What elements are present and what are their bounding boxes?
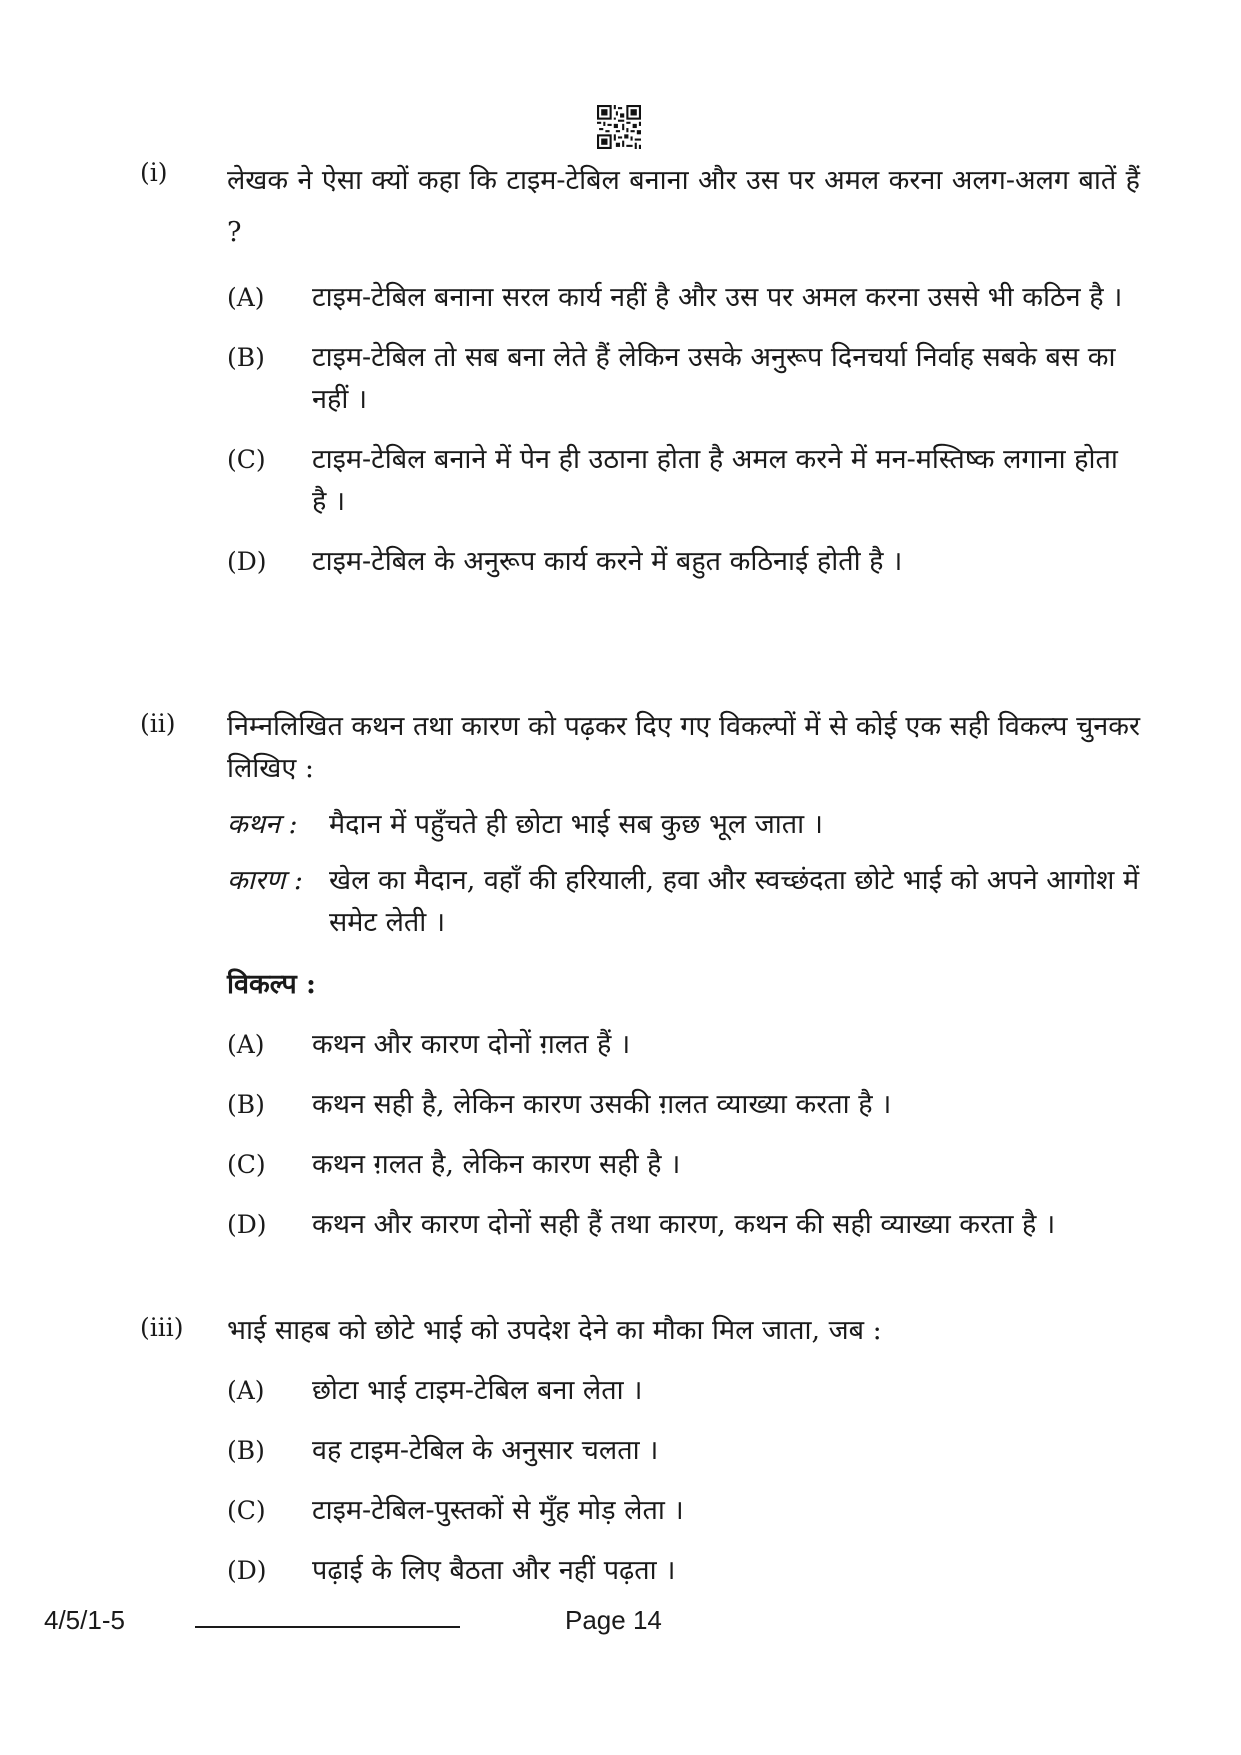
option-label: (A) xyxy=(227,283,265,312)
option-label: (B) xyxy=(227,343,265,372)
karan-text: खेल का मैदान, वहाँ की हरियाली, हवा और स्वच्छंदता छोटे भाई को अपने आगोश में समेट लेती । xyxy=(329,865,1140,938)
question-i xyxy=(140,155,1140,583)
option-label: (A) xyxy=(227,1376,265,1405)
option-b xyxy=(227,1084,1140,1126)
options-list xyxy=(227,277,1140,583)
statement-karan xyxy=(227,860,1140,944)
option-b xyxy=(227,337,1140,421)
qr-code-icon xyxy=(597,105,641,149)
statement-kathan xyxy=(227,804,1140,846)
option-label: (C) xyxy=(227,445,266,474)
options-list xyxy=(227,1370,1140,1592)
option-text: टाइम-टेबिल बनाना सरल कार्य नहीं है और उस पर अमल करना उससे भी कठिन है । xyxy=(312,282,1123,313)
option-label: (D) xyxy=(227,1210,267,1239)
question-number: (iii) xyxy=(140,1313,184,1342)
option-label: (D) xyxy=(227,547,267,576)
question-text: लेखक ने ऐसा क्यों कहा कि टाइम-टेबिल बनाना और उस पर अमल करना अलग-अलग बातें हैं ? xyxy=(227,165,1140,248)
option-a xyxy=(227,1370,1140,1412)
option-text: टाइम-टेबिल-पुस्तकों से मुँह मोड़ लेता । xyxy=(312,1495,684,1526)
option-label: (C) xyxy=(227,1150,266,1179)
option-text: पढ़ाई के लिए बैठता और नहीं पढ़ता । xyxy=(312,1555,676,1586)
option-text: कथन सही है, लेकिन कारण उसकी ग़लत व्याख्या करता है । xyxy=(312,1089,892,1120)
option-label: (A) xyxy=(227,1030,265,1059)
page-number: Page 14 xyxy=(565,1605,662,1635)
question-ii xyxy=(140,706,1140,1246)
option-label: (B) xyxy=(227,1436,265,1465)
option-text: छोटा भाई टाइम-टेबिल बना लेता । xyxy=(312,1375,643,1406)
paper-code: 4/5/1-5 xyxy=(44,1605,125,1635)
question-text: भाई साहब को छोटे भाई को उपदेश देने का मौका मिल जाता, जब : xyxy=(227,1315,882,1346)
karan-label: कारण : xyxy=(227,865,303,896)
kathan-text: मैदान में पहुँचते ही छोटा भाई सब कुछ भूल जाता । xyxy=(329,809,823,840)
option-text: टाइम-टेबिल तो सब बना लेते हैं लेकिन उसके अनुरूप दिनचर्या निर्वाह सबके बस का नहीं । xyxy=(312,342,1116,415)
option-d xyxy=(227,1550,1140,1592)
kathan-label: कथन : xyxy=(227,809,298,840)
option-text: टाइम-टेबिल बनाने में पेन ही उठाना होता है अमल करने में मन-मस्तिष्क लगाना होता है । xyxy=(312,444,1118,517)
option-text: वह टाइम-टेबिल के अनुसार चलता । xyxy=(312,1435,659,1466)
option-a xyxy=(227,277,1140,319)
options-list xyxy=(227,1024,1140,1246)
option-c xyxy=(227,439,1140,523)
question-number: (i) xyxy=(140,158,168,187)
option-label: (C) xyxy=(227,1496,266,1525)
option-d xyxy=(227,541,1140,583)
question-text: निम्नलिखित कथन तथा कारण को पढ़कर दिए गए विकल्पों में से कोई एक सही विकल्प चुनकर लिखिए : xyxy=(227,711,1140,784)
question-iii xyxy=(140,1310,1140,1592)
option-c xyxy=(227,1144,1140,1186)
option-b xyxy=(227,1430,1140,1472)
option-text: टाइम-टेबिल के अनुरूप कार्य करने में बहुत कठिनाई होती है । xyxy=(312,546,903,577)
option-label: (B) xyxy=(227,1090,265,1119)
option-a xyxy=(227,1024,1140,1066)
option-label: (D) xyxy=(227,1556,267,1585)
question-number: (ii) xyxy=(140,709,176,738)
option-c xyxy=(227,1490,1140,1532)
option-text: कथन ग़लत है, लेकिन कारण सही है । xyxy=(312,1149,681,1180)
footer-divider xyxy=(195,1626,460,1628)
vikalp-heading: विकल्प : xyxy=(227,969,317,1000)
option-text: कथन और कारण दोनों सही हैं तथा कारण, कथन की सही व्याख्या करता है । xyxy=(312,1209,1056,1240)
option-text: कथन और कारण दोनों ग़लत हैं । xyxy=(312,1029,631,1060)
option-d xyxy=(227,1204,1140,1246)
